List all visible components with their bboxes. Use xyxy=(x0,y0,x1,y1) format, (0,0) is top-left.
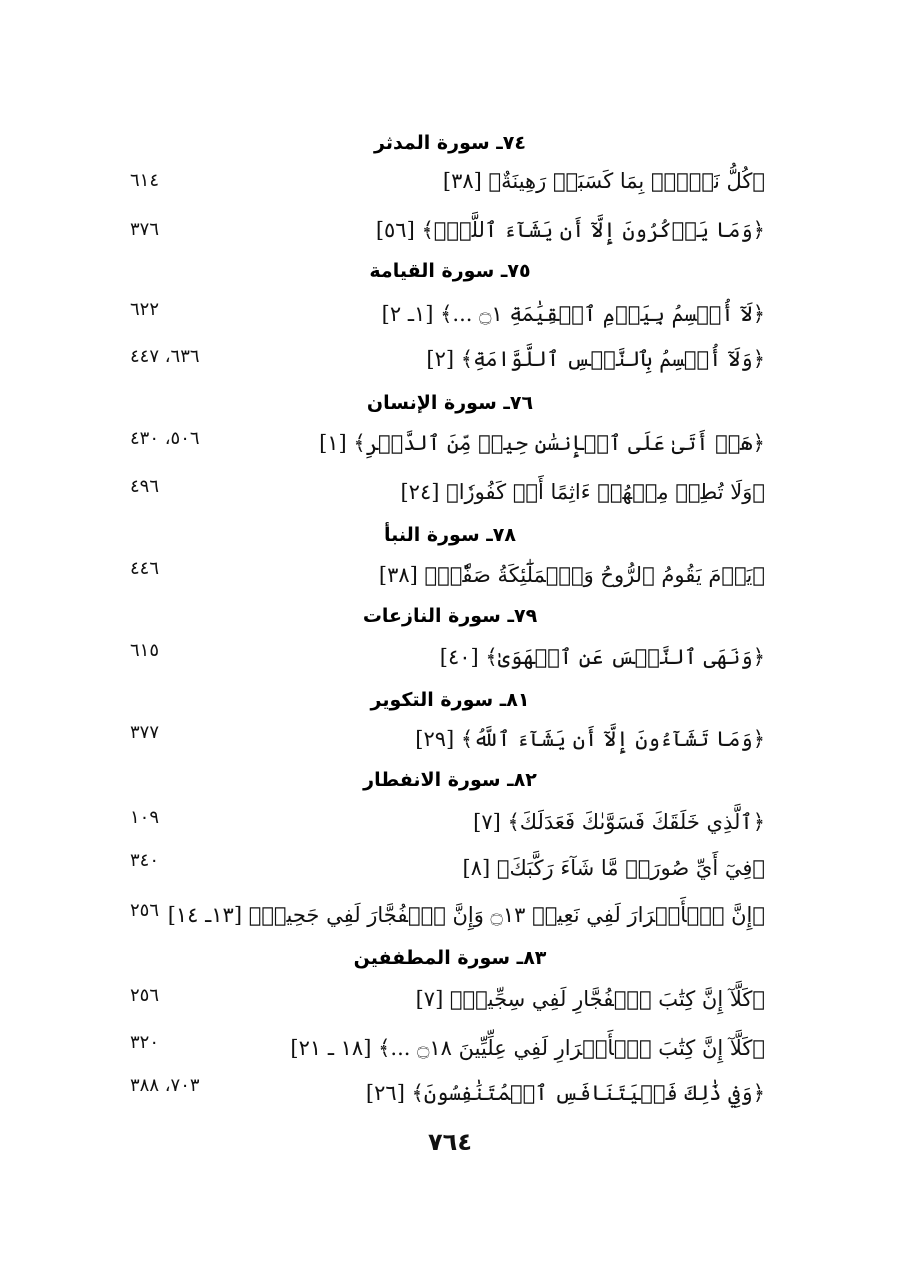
page-references: ٥٠٦، ٤٣٠ xyxy=(130,428,200,449)
page-number: ٧٦٤ xyxy=(428,1128,472,1156)
surah-heading: ٧٤ـ سورة المدثر xyxy=(374,132,526,154)
page-references: ٤٩٦ xyxy=(130,476,160,497)
page-references: ٦١٥ xyxy=(130,640,160,661)
verse-text: ﴿كَلَّآ إِنَّ كِتَٰبَ ٱلۡفُجَّارِ لَفِي سِجِّينٖ﴾ [٧] xyxy=(415,987,765,1011)
page-references: ١٠٩ xyxy=(130,807,160,828)
verse-text: ﴿يَوۡمَ يَقُومُ ٱلرُّوحُ وَٱلۡمَلَٰٓئِكَةُ صَفّٗاۖ﴾ [٣٨] xyxy=(378,563,765,587)
surah-heading: ٧٦ـ سورة الإنسان xyxy=(366,392,534,414)
page-references: ٣٧٧ xyxy=(130,722,160,743)
page-references: ٧٠٣، ٣٨٨ xyxy=(130,1075,200,1096)
page-references: ٦٣٦، ٤٤٧ xyxy=(130,346,200,367)
surah-heading: ٧٩ـ سورة النازعات xyxy=(362,605,538,627)
verse-text: ﴿وَلَا تُطِعۡ مِنۡهُمۡ ءَاثِمًا أَوۡ كَفُورٗا﴾ [٢٤] xyxy=(400,480,765,504)
page-references: ٣٢٠ xyxy=(130,1032,160,1053)
page-references: ٤٤٦ xyxy=(130,558,160,579)
page-references: ٣٤٠ xyxy=(130,850,160,871)
verse-text: ﴿وَمَا يَذۡكُرُونَ إِلَّآ أَن يَشَآءَ ٱللَّهُۚ﴾ [٥٦] xyxy=(375,218,765,242)
verse-text: ﴿كُلُّ نَفۡسِۭ بِمَا كَسَبَتۡ رَهِينَةٌ﴾ [٣٨] xyxy=(442,169,765,193)
surah-heading: ٨١ـ سورة التكوير xyxy=(370,689,530,711)
verse-text: ﴿وَمَا تَشَآءُونَ إِلَّآ أَن يَشَآءَ ٱللَّهُ﴾ [٢٩] xyxy=(415,727,765,751)
surah-heading: ٨٢ـ سورة الانفطار xyxy=(363,769,537,791)
page-references: ٢٥٦ xyxy=(130,900,160,921)
page-references: ٦١٤ xyxy=(130,170,160,191)
page-references: ٣٧٦ xyxy=(130,219,160,240)
surah-heading: ٨٣ـ سورة المطففين xyxy=(353,947,547,969)
verse-text: ﴿إِنَّ ٱلۡأَبۡرَارَ لَفِي نَعِيمٖ ۝١٣ وَإِنَّ ٱلۡفُجَّارَ لَفِي جَحِيمٖ﴾ [١٣ـ ١٤] xyxy=(167,903,765,927)
surah-heading: ٧٨ـ سورة النبأ xyxy=(384,524,516,546)
verse-text: ﴿وَنَهَى ٱلنَّفۡسَ عَنِ ٱلۡهَوَىٰ﴾ [٤٠] xyxy=(439,645,765,669)
verse-text: ﴿فِيٓ أَيِّ صُورَةٖ مَّا شَآءَ رَكَّبَكَ﴾ [٨] xyxy=(462,856,765,880)
verse-text: ﴿وَفِي ذَٰلِكَ فَلۡيَتَنَافَسِ ٱلۡمُتَنَٰفِسُونَ﴾ [٢٦] xyxy=(365,1081,765,1105)
page-references: ٦٢٢ xyxy=(130,299,160,320)
verse-text: ﴿هَلۡ أَتَىٰ عَلَى ٱلۡإِنسَٰنِ حِينٞ مِّنَ ٱلدَّهۡرِ﴾ [١] xyxy=(319,431,765,455)
verse-text: ﴿ٱلَّذِي خَلَقَكَ فَسَوَّىٰكَ فَعَدَلَكَ﴾ [٧] xyxy=(473,810,765,834)
verse-text: ﴿لَآ أُقۡسِمُ بِيَوۡمِ ٱلۡقِيَٰمَةِ ۝١ ...﴾ [١ـ ٢] xyxy=(381,302,765,326)
page-references: ٢٥٦ xyxy=(130,985,160,1006)
verse-text: ﴿كَلَّآ إِنَّ كِتَٰبَ ٱلۡأَبۡرَارِ لَفِي عِلِّيِّينَ ۝١٨ ...﴾ [١٨ ـ ٢١] xyxy=(290,1036,765,1060)
verse-text: ﴿وَلَآ أُقۡسِمُ بِٱلنَّفۡسِ ٱللَّوَّامَةِ﴾ [٢] xyxy=(426,347,765,371)
surah-heading: ٧٥ـ سورة القيامة xyxy=(369,260,531,282)
